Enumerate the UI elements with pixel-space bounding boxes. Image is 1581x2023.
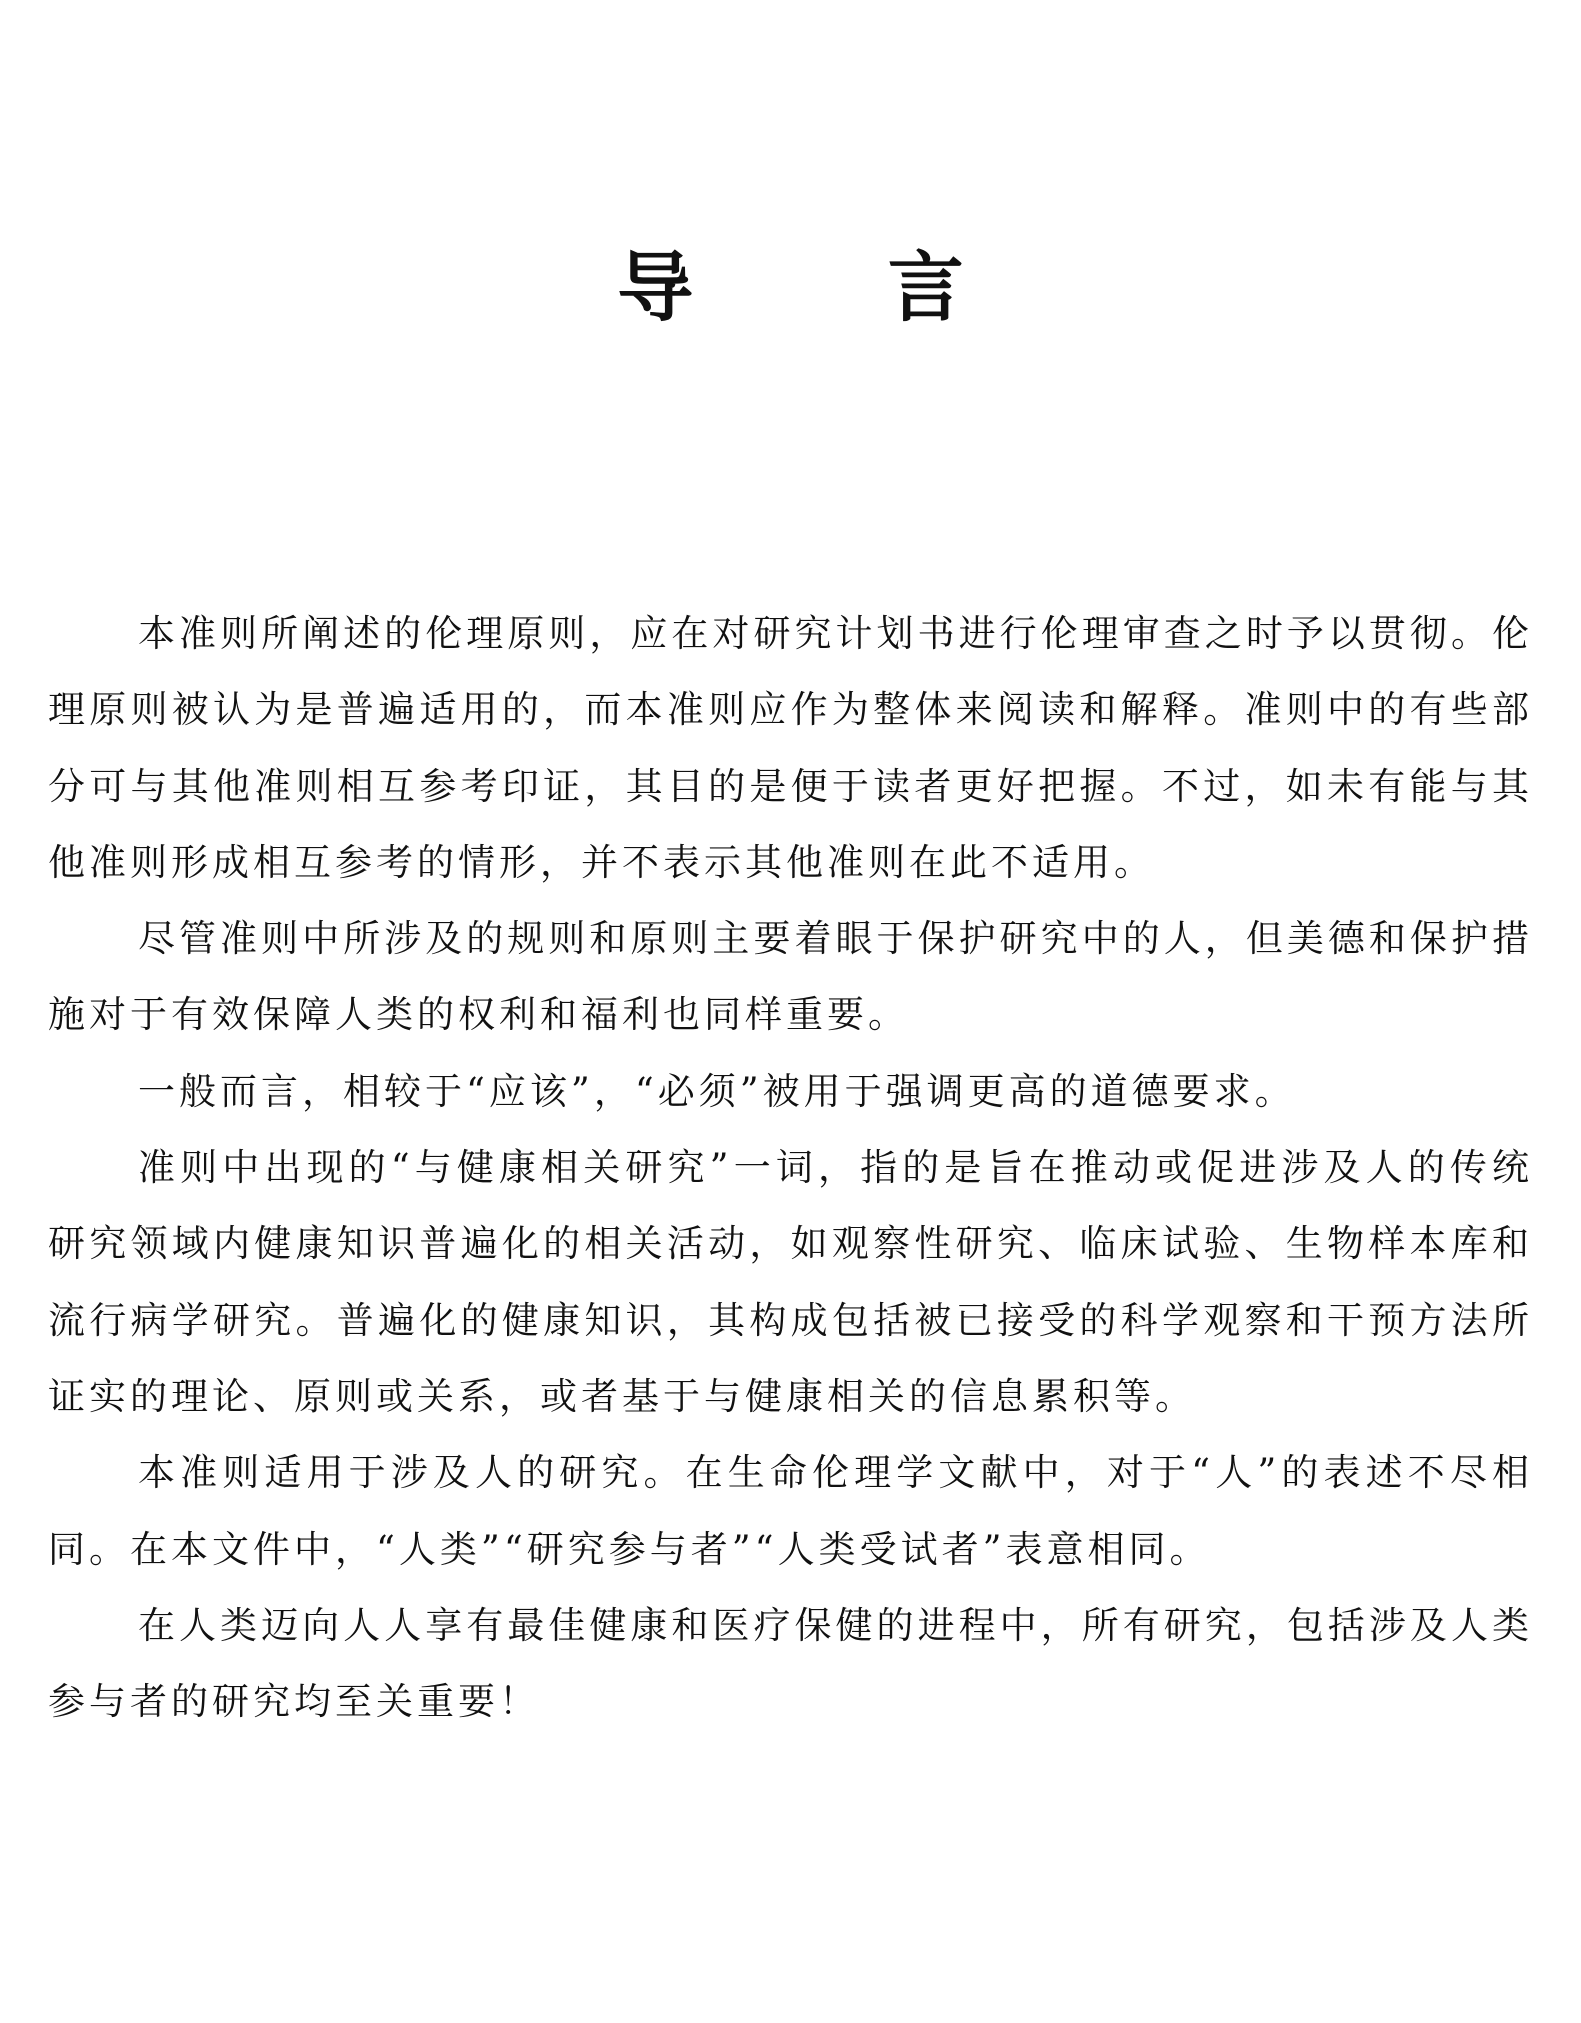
paragraph-closing: 在人类迈向人人享有最佳健康和医疗保健的进程中，所有研究，包括涉及人类参与者的研究均至关重要！ <box>48 1603 1533 1724</box>
page-title: 导 言 <box>617 243 1048 332</box>
paragraph-virtue-protection: 尽管准则中所涉及的规则和原则主要着眼于保护研究中的人，但美德和保护措施对于有效保障人类的权利和福利也同样重要。 <box>48 917 1533 1037</box>
body-text <box>48 596 1533 1740</box>
paragraph-should-must: 一般而言，相较于“应该”，“必须”被用于强调更高的道德要求。 <box>138 1069 1296 1113</box>
paragraph-health-research-definition: 准则中出现的“与健康相关研究”一词，指的是旨在推动或促进涉及人的传统研究领域内健康知识普遍化的相关活动，如观察性研究、临床试验、生物样本库和流行病学研究。普遍化的健康知识，其构成包括被已接受的科学观察和干预方法所证实的理论、原则或关系，或者基于与健康相关的信息累积等。 <box>48 1146 1533 1418</box>
paragraph-human-terms: 本准则适用于涉及人的研究。在生命伦理学文献中，对于“人”的表述不尽相同。在本文件中，“人类”“研究参与者”“人类受试者”表意相同。 <box>48 1451 1533 1571</box>
paragraph-ethics-principles: 本准则所阐述的伦理原则，应在对研究计划书进行伦理审查之时予以贯彻。伦理原则被认为是普遍适用的，而本准则应作为整体来阅读和解释。准则中的有些部分可与其他准则相互参考印证，其目的是便于读者更好把握。不过，如未有能与其他准则形成相互参考的情形，并不表示其他准则在此不适用。 <box>48 612 1533 884</box>
